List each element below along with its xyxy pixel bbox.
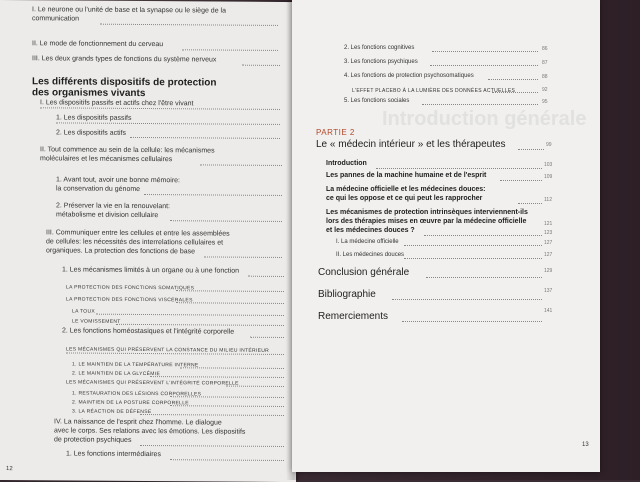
dotted-leader: [492, 92, 538, 93]
toc-entry: 2. Les fonctions homéostasiques et l'intégrité corporelle: [62, 327, 235, 336]
toc-page: 103: [544, 162, 553, 168]
toc-page: 141: [544, 308, 553, 314]
toc-entry: II. Tout commence au sein de la cellule: les mécanismes: [40, 146, 215, 155]
toc-entry: 1. Les fonctions intermédiaires: [66, 450, 161, 459]
toc-entry: I. Le neurone ou l'unité de base et la synapse ou le siège de la: [32, 6, 226, 15]
dotted-leader: [432, 51, 538, 52]
toc-entry: 1. LE MAINTIEN DE LA TEMPÉRATURE INTERNE: [72, 361, 199, 369]
section-heading: des organismes vivants: [32, 87, 146, 100]
toc-page: 99: [546, 142, 552, 148]
dotted-leader: [144, 194, 282, 196]
toc-section: Remerciements: [318, 311, 389, 322]
toc-entry: communication: [32, 15, 80, 23]
dotted-leader: [170, 220, 282, 222]
toc-entry: III. Communiquer entre les cellules et entre les assemblées: [46, 229, 230, 238]
dotted-leader: [392, 299, 542, 300]
toc-entry: LE VOMISSEMENT: [72, 318, 121, 325]
dotted-leader: [518, 203, 542, 204]
toc-entry: Introduction: [326, 160, 367, 167]
toc-entry: LA PROTECTION DES FONCTIONS SOMATIQUES: [66, 284, 195, 292]
toc-page: 121: [544, 221, 553, 227]
toc-entry: Les pannes de la machine humaine et de l'esprit: [326, 172, 487, 179]
toc-entry: 2. MAINTIEN DE LA POSTURE CORPORELLE: [72, 399, 189, 407]
toc-page: 137: [544, 288, 553, 294]
ghost-heading: Introduction générale: [382, 108, 587, 130]
toc-page: 92: [542, 87, 548, 93]
dotted-leader: [402, 321, 542, 322]
toc-entry: La médecine officielle et les médecines douces:: [326, 186, 486, 193]
toc-entry: LES MÉCANISMES QUI PRÉSERVENT L'INTÉGRITÉ CORPORELLE: [66, 379, 239, 387]
page-number: 12: [6, 466, 13, 473]
dotted-leader: [140, 414, 284, 416]
toc-entry: 1. Avant tout, avoir une bonne mémoire:: [56, 176, 181, 185]
toc-entry: de cellules: les nécessités des interrelations cellulaires et: [46, 238, 224, 247]
dotted-leader: [182, 49, 278, 51]
toc-entry: lors des thérapies mises en œuvre par la médecine officielle: [326, 218, 527, 225]
dotted-leader: [140, 445, 284, 447]
right-page: [292, 0, 600, 472]
dotted-leader: [116, 324, 284, 326]
toc-page: 127: [544, 252, 553, 258]
dotted-leader: [40, 107, 280, 110]
toc-entry: 4. Les fonctions de protection psychosomatiques: [344, 73, 474, 79]
dotted-leader: [518, 149, 544, 150]
toc-page: 123: [544, 230, 553, 236]
page-number: 13: [582, 442, 589, 448]
toc-entry: 2. Les fonctions cognitives: [344, 45, 415, 51]
toc-page: 86: [542, 46, 548, 52]
toc-entry: LA TOUX: [72, 308, 96, 315]
toc-entry: métabolisme et division cellulaire: [56, 211, 159, 220]
toc-entry: II. Les médecines douces: [336, 252, 405, 258]
toc-entry: Les mécanismes de protection intrinsèques interviennent-ils: [326, 209, 528, 216]
toc-entry: L'EFFET PLACEBO À LA LUMIÈRE DES DONNÉES ACTUELLES: [352, 88, 516, 94]
part-label: PARTIE 2: [316, 128, 355, 137]
left-page: [0, 0, 296, 482]
toc-section: Conclusion générale: [318, 267, 410, 278]
toc-entry: 3. LA RÉACTION DE DÉFENSE: [72, 408, 152, 416]
toc-entry: 1. Les dispositifs passifs: [56, 114, 132, 122]
dotted-leader: [426, 277, 542, 278]
dotted-leader: [422, 104, 538, 105]
dotted-leader: [424, 235, 542, 236]
toc-entry: 3. Les fonctions psychiques: [344, 59, 418, 65]
toc-entry: LES MÉCANISMES QUI PRÉSERVENT LA CONSTANCE DU MILIEU INTÉRIEUR: [66, 346, 270, 354]
dotted-leader: [56, 122, 280, 125]
toc-entry: 2. LE MAINTIEN DE LA GLYCÉMIE: [72, 370, 161, 378]
toc-entry: de protection psychiques: [54, 436, 132, 444]
toc-entry: la conservation du génome: [56, 185, 141, 193]
toc-page: 95: [542, 99, 548, 105]
toc-page: 87: [542, 60, 548, 66]
dotted-leader: [376, 168, 542, 169]
dotted-leader: [204, 256, 282, 258]
dotted-leader: [242, 65, 280, 66]
dotted-leader: [200, 164, 282, 166]
dotted-leader: [404, 245, 542, 246]
toc-entry: 2. Les dispositifs actifs: [56, 129, 127, 137]
toc-entry: ce qui les oppose et ce qui peut les rapprocher: [326, 195, 483, 202]
toc-entry: avec le corps. Ses relations avec les émotions. Les dispositifs: [54, 427, 246, 436]
dotted-leader: [250, 337, 284, 338]
toc-entry: 1. Les mécanismes limités à un organe ou à une fonction: [62, 266, 240, 275]
toc-page: 127: [544, 240, 553, 246]
toc-entry: II. Le mode de fonctionnement du cerveau: [32, 40, 164, 49]
toc-entry: III. Les deux grands types de fonctions du système nerveux: [32, 55, 217, 64]
toc-entry: IV. La naissance de l'esprit chez l'homme. Le dialogue: [54, 418, 222, 427]
dotted-leader: [150, 376, 284, 378]
dotted-leader: [100, 24, 278, 26]
toc-entry: I. La médecine officielle: [336, 239, 399, 245]
toc-entry: 5. Les fonctions sociales: [344, 98, 410, 104]
toc-page: 112: [544, 197, 552, 203]
dotted-leader: [430, 65, 538, 66]
dotted-leader: [170, 459, 284, 461]
toc-page: 109: [544, 174, 553, 180]
dotted-leader: [404, 258, 542, 259]
toc-entry: 1. RESTAURATION DES LÉSIONS CORPORELLES: [72, 390, 202, 398]
toc-entry: moléculaires et les mécanismes cellulaires: [40, 155, 173, 164]
toc-section: Bibliographie: [318, 289, 376, 300]
dotted-leader: [248, 276, 284, 277]
toc-entry: I. Les dispositifs passifs et actifs chez l'être vivant: [40, 99, 194, 108]
dotted-leader: [488, 79, 538, 80]
toc-page: 88: [542, 74, 548, 80]
toc-entry: organiques. La protection des fonctions de base: [46, 247, 196, 256]
toc-page: 129: [544, 268, 553, 274]
toc-entry: LA PROTECTION DES FONCTIONS VISCÉRALES: [66, 296, 193, 304]
part-title: Le « médecin intérieur » et les thérapeutes: [316, 139, 506, 150]
dotted-leader: [96, 314, 284, 316]
dotted-leader: [130, 137, 280, 139]
dotted-leader: [500, 180, 542, 181]
toc-entry: 2. Préserver la vie en la renouvelant:: [56, 202, 171, 211]
toc-entry: et les médecines douces ?: [326, 227, 415, 234]
section-heading: Les différents dispositifs de protection: [32, 76, 217, 89]
